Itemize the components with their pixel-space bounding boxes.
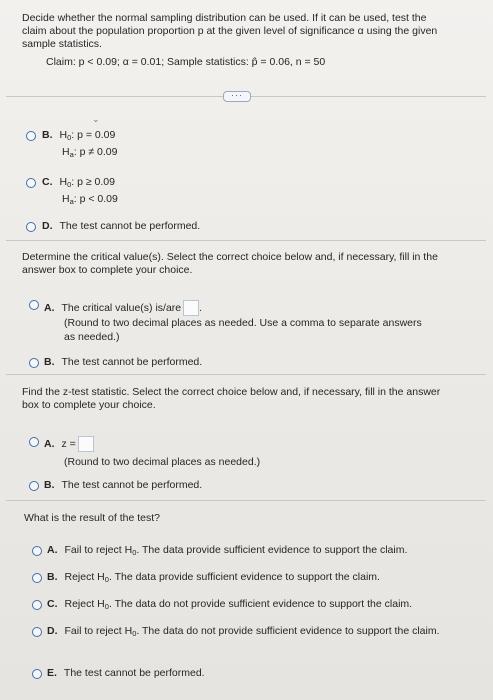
hypothesis-option-c-alt (62, 193, 118, 208)
divider (6, 500, 486, 501)
hypothesis-option-b-alt (62, 146, 117, 161)
result-option-e[interactable] (47, 667, 205, 680)
critical-option-b[interactable] (44, 356, 202, 369)
option-text: The test cannot be performed. (59, 220, 201, 232)
period: . (199, 301, 203, 314)
h0-text: p ≥ 0.09 (77, 176, 115, 188)
h0-subscript: 0 (132, 629, 137, 638)
result-option-c[interactable] (47, 598, 412, 613)
option-label: B. (44, 479, 55, 491)
critical-option-b-radio[interactable] (29, 358, 39, 368)
ha-symbol: $H_a$: (62, 146, 80, 159)
partial-option-mark: ⌄ (92, 114, 100, 124)
option-text-post: . The data provide sufficient evidence to support the claim. (136, 544, 408, 556)
option-label: D. (42, 220, 53, 232)
result-option-a-radio[interactable] (32, 546, 42, 556)
critical-prompt-line1: Determine the critical value(s). Select the correct choice below and, if necessary, fill in the (22, 251, 438, 263)
critical-option-a-radio[interactable] (29, 300, 39, 310)
divider (6, 240, 486, 241)
ztest-option-a[interactable] (44, 436, 94, 452)
hypothesis-option-c[interactable] (42, 176, 115, 191)
option-label: A. (44, 301, 55, 314)
option-label: D. (47, 625, 58, 637)
ztest-prompt-line2: box to complete your choice. (22, 399, 156, 411)
option-text: z = (61, 437, 76, 450)
option-text-pre: Fail to reject H (64, 544, 133, 556)
critical-option-a[interactable] (44, 300, 202, 316)
critical-prompt-line2: answer box to complete your choice. (22, 264, 193, 276)
ha-symbol: $H_a$: (62, 193, 80, 206)
h0-subscript: 0 (132, 548, 137, 557)
option-text: The test cannot be performed. (61, 479, 203, 491)
ztest-note: (Round to two decimal places as needed.) (64, 456, 261, 468)
hypothesis-option-b[interactable] (42, 129, 115, 144)
divider (6, 374, 486, 375)
result-option-b-radio[interactable] (32, 573, 42, 583)
option-label: B. (42, 129, 53, 141)
option-text-post: . The data do not provide sufficient evidence to support the claim. (108, 598, 413, 610)
h0-subscript: 0 (104, 602, 109, 611)
critical-note-line1: (Round to two decimal places as needed. Use a comma to separate answers (64, 317, 422, 329)
result-option-d[interactable] (47, 625, 440, 640)
ha-text: p ≠ 0.09 (79, 146, 118, 158)
option-text: The critical value(s) is/are (61, 301, 182, 314)
result-option-c-radio[interactable] (32, 600, 42, 610)
hypothesis-option-b-radio[interactable] (26, 131, 36, 141)
ztest-prompt-line1: Find the z-test statistic. Select the correct choice below and, if necessary, fill in the answer (22, 386, 441, 398)
ztest-option-b-radio[interactable] (29, 481, 39, 491)
h0-subscript: 0 (104, 575, 109, 584)
option-label: A. (44, 437, 55, 450)
h0-symbol: $H_0$: (59, 129, 78, 142)
ha-text: p < 0.09 (79, 193, 118, 205)
critical-note-line2: as needed.) (64, 331, 120, 343)
hypothesis-option-d[interactable] (42, 220, 200, 233)
question-text-line1: Decide whether the normal sampling distribution can be used. If it can be used, test the (22, 12, 427, 24)
critical-value-input[interactable] (183, 300, 199, 316)
option-label: B. (44, 356, 55, 368)
option-text-post: . The data do not provide sufficient evidence to support the claim. (136, 625, 440, 637)
result-option-e-radio[interactable] (32, 669, 42, 679)
result-option-a[interactable] (47, 544, 407, 559)
hypothesis-option-c-radio[interactable] (26, 178, 36, 188)
option-label: B. (47, 571, 58, 583)
h0-text: p = 0.09 (77, 129, 116, 141)
option-text-post: . The data provide sufficient evidence to support the claim. (108, 571, 380, 583)
option-text: The test cannot be performed. (61, 356, 203, 368)
result-option-d-radio[interactable] (32, 627, 42, 637)
question-text-line2: claim about the population proportion p at the given level of significance α using the given (22, 25, 438, 37)
z-value-input[interactable] (78, 436, 94, 452)
question-text-line3: sample statistics. (22, 38, 102, 50)
option-text: The test cannot be performed. (63, 667, 205, 679)
option-text-pre: Reject H (64, 598, 105, 610)
more-button[interactable]: ··· (223, 91, 251, 102)
claim-text: Claim: p < 0.09; α = 0.01; Sample statistics: p̂ = 0.06, n = 50 (46, 56, 326, 68)
option-label: C. (42, 176, 53, 188)
option-label: A. (47, 544, 58, 556)
option-text-pre: Reject H (64, 571, 105, 583)
option-label: C. (47, 598, 58, 610)
ztest-option-a-radio[interactable] (29, 437, 39, 447)
option-label: E. (47, 667, 57, 679)
ztest-option-b[interactable] (44, 479, 202, 492)
result-option-b[interactable] (47, 571, 380, 586)
option-text-pre: Fail to reject H (64, 625, 133, 637)
hypothesis-option-d-radio[interactable] (26, 222, 36, 232)
h0-symbol: $H_0$: (59, 176, 78, 189)
result-prompt: What is the result of the test? (24, 512, 160, 524)
